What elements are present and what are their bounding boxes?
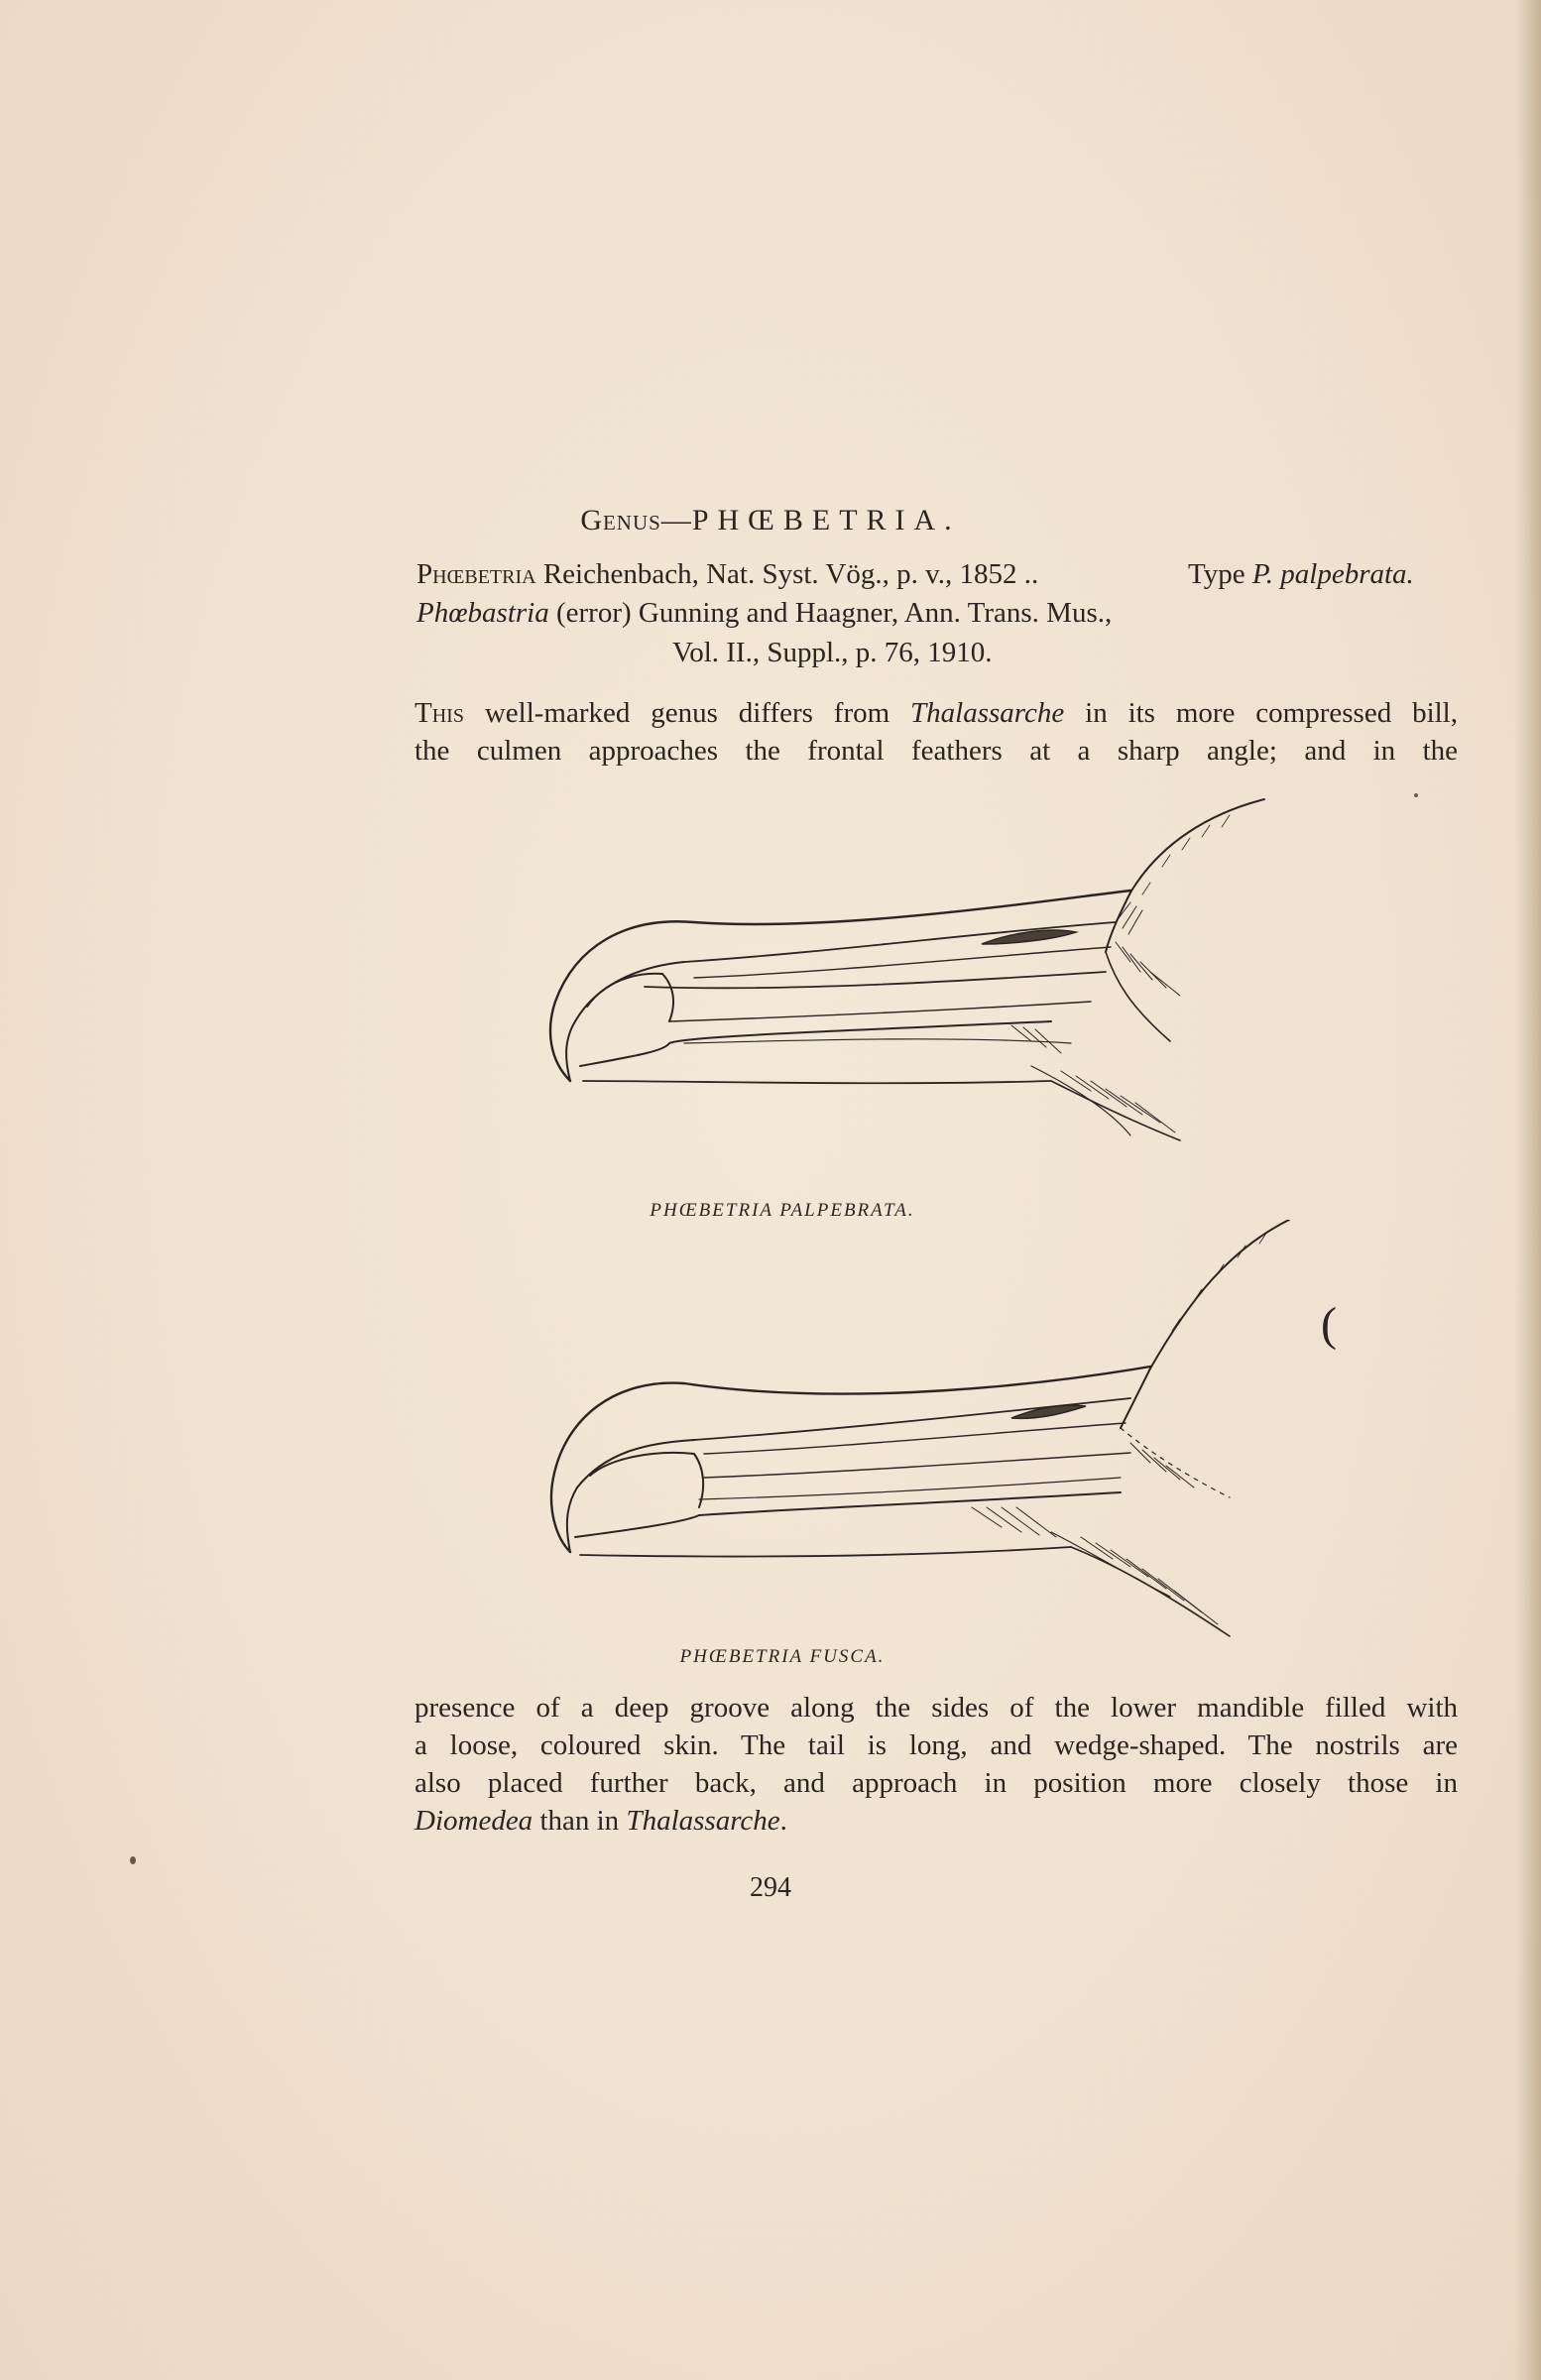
paragraph-continued <box>415 1689 1458 1840</box>
figure-caption: PHŒBETRIA PALPEBRATA. <box>650 1200 915 1221</box>
text-run: than in <box>533 1805 627 1837</box>
synonym-name: Phœbastria <box>416 597 549 629</box>
text-run: . <box>779 1805 787 1837</box>
synonymy-line-1 <box>416 558 1038 591</box>
lead-word: This <box>415 697 464 729</box>
bill-illustration-palpebrata <box>535 783 1309 1180</box>
type-species <box>1188 558 1414 591</box>
ink-speck <box>130 1856 136 1864</box>
page-edge-shadow <box>1515 0 1541 2380</box>
page-number: 294 <box>750 1872 791 1903</box>
genus-ref: Thalassarche <box>910 697 1065 729</box>
figure-caption: PHŒBETRIA FUSCA. <box>679 1646 886 1667</box>
ink-speck <box>1414 793 1418 797</box>
synonymy-line-3: Vol. II., Suppl., p. 76, 1910. <box>672 637 993 668</box>
paragraph-line <box>415 694 1458 732</box>
genus-ref: Thalassarche <box>626 1805 780 1837</box>
paragraph-line: a loose, coloured skin. The tail is long, and wedge-shaped. The nostrils are <box>415 1729 1458 1761</box>
genus-label: Genus <box>580 504 661 536</box>
type-label: Type <box>1188 558 1252 590</box>
text-run: well-marked genus differs from <box>463 697 911 729</box>
heading-dash: — <box>660 504 692 536</box>
genus-name: PHŒBETRIA. <box>691 504 961 536</box>
genus-ref: Diomedea <box>415 1805 533 1837</box>
bill-illustration-fusca <box>535 1220 1309 1646</box>
stray-mark: ( <box>1321 1298 1337 1351</box>
paragraph-line: also placed further back, and approach in position more closely those in <box>415 1767 1458 1799</box>
paragraph-intro <box>415 694 1458 770</box>
paragraph-line <box>415 1802 1458 1840</box>
synonym-citation: Reichenbach, Nat. Syst. Vög., p. v., 1852 .. <box>535 558 1039 590</box>
genus-heading <box>0 504 1541 537</box>
paragraph-line: the culmen approaches the frontal feathers at a sharp angle; and in the <box>415 735 1458 767</box>
paragraph-line: presence of a deep groove along the sides of the lower mandible filled with <box>415 1692 1458 1724</box>
synonym-name: Phœbetria <box>416 558 536 590</box>
type-species-name: P. palpebrata. <box>1251 558 1414 590</box>
text-run: in its more compressed bill, <box>1064 697 1458 729</box>
synonym-citation: (error) Gunning and Haagner, Ann. Trans. Mus., <box>548 597 1113 629</box>
synonymy-line-2 <box>416 597 1112 630</box>
